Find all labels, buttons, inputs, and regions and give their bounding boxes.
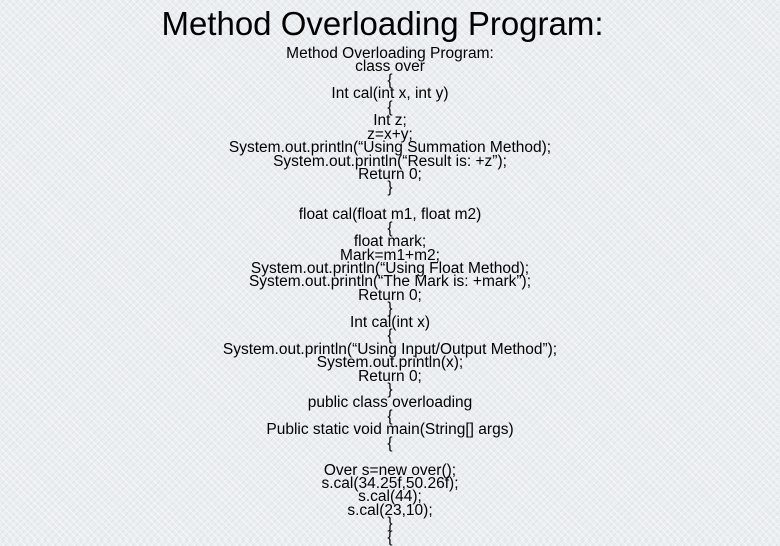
- code-line: Return 0;: [358, 367, 422, 385]
- code-line: s.cal(34.25f,50.26f);: [321, 475, 459, 492]
- code-line: {: [387, 327, 393, 345]
- code-line: Int z;: [373, 112, 407, 130]
- code-line: Method Overloading Program:: [286, 45, 494, 62]
- code-line: }: [387, 515, 393, 533]
- code-line: }: [387, 380, 393, 398]
- code-line: float mark;: [353, 233, 427, 251]
- slide-title: Method Overloading Program:: [161, 5, 604, 42]
- code-line: z=x+y;: [367, 125, 413, 143]
- code-listing: [0, 47, 780, 544]
- code-line: float cal(float m1, float m2): [298, 206, 482, 224]
- code-line: Int cal(int x, int y): [331, 85, 449, 103]
- code-line: s.cal(23,10);: [347, 501, 433, 519]
- code-line: s.cal(44);: [358, 488, 422, 506]
- code-line: System.out.println(x);: [316, 354, 464, 372]
- code-line: System.out.println(“The Mark is: +mark”);: [248, 273, 532, 291]
- code-line: {: [387, 407, 393, 425]
- code-line: public class overloading: [307, 394, 473, 412]
- code-line: {: [387, 219, 393, 237]
- code-line: System.out.println(“Using Float Method);: [250, 260, 530, 277]
- code-line: class over: [355, 58, 425, 76]
- code-line: Return 0;: [358, 165, 422, 183]
- code-line: Over s=new over();: [323, 461, 457, 479]
- code-line: {: [387, 528, 393, 546]
- code-line: System.out.println(“Result is: +z”);: [273, 152, 507, 170]
- code-line: System.out.println(“Using Summation Method);: [228, 139, 552, 157]
- code-line: Return 0;: [358, 286, 422, 304]
- code-line: }: [387, 300, 393, 318]
- code-line: Mark=m1+m2;: [340, 246, 440, 264]
- code-line: }: [387, 179, 393, 197]
- code-line: Public static void main(String[] args): [266, 421, 514, 439]
- code-line: Int cal(int x): [349, 313, 431, 331]
- code-line: System.out.println(“Using Input/Output Method”);: [222, 340, 558, 358]
- code-line: {: [387, 434, 393, 452]
- code-line: {: [387, 71, 393, 89]
- code-line: {: [387, 98, 393, 116]
